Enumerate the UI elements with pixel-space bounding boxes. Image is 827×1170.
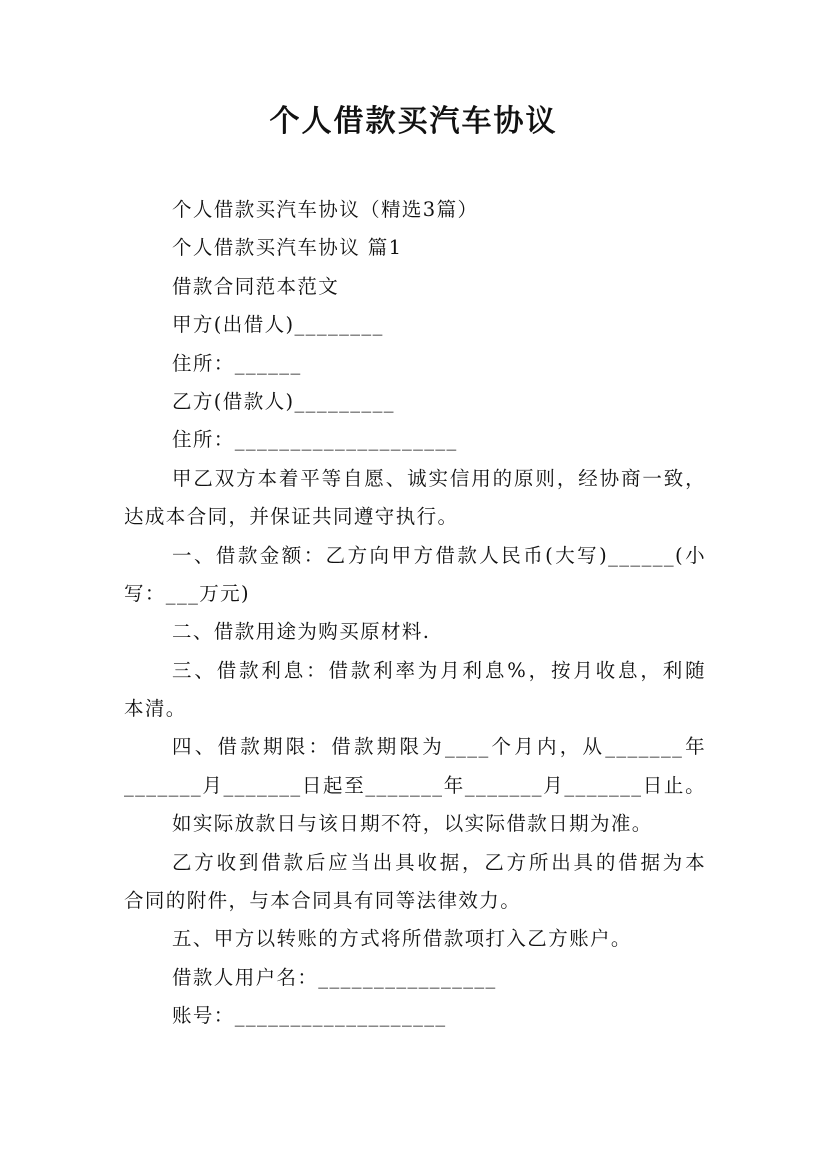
document-title: 个人借款买汽车协议 — [269, 104, 558, 139]
paragraph-line: 达成本合同，并保证共同遵守执行。 — [124, 505, 459, 529]
paragraph-line: 合同的附件，与本合同具有同等法律效力。 — [124, 889, 522, 913]
paragraph-line: 五、甲方以转账的方式将所借款项打入乙方账户。 — [172, 927, 632, 951]
paragraph-line: 二、借款用途为购买原材料. — [172, 620, 431, 644]
paragraph-line: _______月_______日起至_______年_______月_______日止。 — [124, 773, 706, 797]
paragraph-line: 一、借款金额：乙方向甲方借款人民币(大写)______(小 — [172, 543, 706, 567]
paragraph-line: 本清。 — [124, 697, 187, 721]
account-number-line: 账号：___________________ — [172, 1004, 447, 1028]
party-b-line: 乙方(借款人)_________ — [172, 389, 395, 413]
subtitle-line: 个人借款买汽车协议（精选3篇） — [172, 198, 479, 221]
party-a-address-line: 住所：______ — [172, 351, 302, 375]
paragraph-line: 写：___万元) — [124, 581, 251, 605]
party-b-address-line: 住所：____________________ — [172, 428, 458, 452]
account-name-line: 借款人用户名：________________ — [172, 965, 497, 989]
paragraph-line: 如实际放款日与该日期不符，以实际借款日期为准。 — [172, 812, 653, 836]
party-a-line: 甲方(出借人)________ — [172, 313, 384, 337]
section-heading: 个人借款买汽车协议 篇1 — [172, 236, 403, 260]
document-body — [124, 191, 706, 1036]
paragraph-line: 甲乙双方本着平等自愿、诚实信用的原则，经协商一致， — [172, 466, 706, 490]
contract-heading: 借款合同范本范文 — [172, 274, 340, 298]
paragraph-line: 乙方收到借款后应当出具收据，乙方所出具的借据为本 — [172, 850, 706, 874]
paragraph-line: 三、借款利息：借款利率为月利息%，按月收息，利随 — [172, 658, 706, 682]
paragraph-line: 四、借款期限：借款期限为____个月内，从_______年 — [172, 735, 706, 759]
